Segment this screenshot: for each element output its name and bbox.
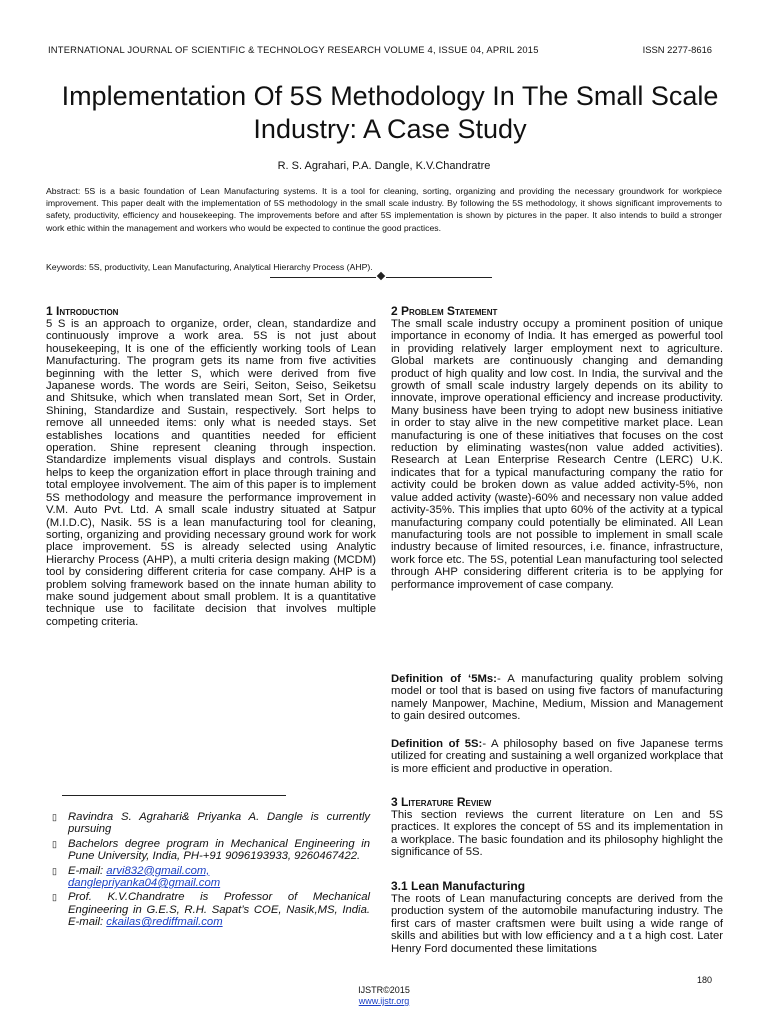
email-link-chandratre[interactable]: ckailas@rediffmail.com [106,916,223,929]
definition-5s-label: Definition of 5S: [391,738,483,750]
footnote-bullet-icon: ▯ [52,865,57,876]
footnote-bullet-icon: ▯ [52,812,57,822]
literature-review-heading: 3 Literature Review [391,795,492,809]
email-link-dangle[interactable]: danglepriyanka04@gmail.com [68,877,221,890]
literature-review-section [391,795,723,859]
problem-statement-heading: 2 Problem Statement [391,304,498,318]
section-separator [270,272,492,282]
definition-5s [391,738,723,775]
introduction-body: 5 S is an approach to organize, order, clean, standardize and continuously improve a work area. 5S is not just about housekeeping, It is one of the efficiently working tools of Lean Manufacturing. The program gets its name from five activities beginning with the letter S, which were derived from five Japanese words. The words are Seiri, Seiton, Seiso, Seiketsu and Shitsuke, which when translated mean Sort, Set in Order, Shining, Standardize and Sustain, respectively. Sort helps to remove all unneeded items: only what is needed stays. Set establishes locations and quantities needed for efficient operation. Shine represent cleaning through inspection. Standardize implements visual displays and controls. Sustain helps to keep the organization effort in place through training and total employee involvement. The aim of this paper is to implement 5S methodology and measure the performance improvement in V.M. Auto Pvt. Ltd. A small scale industry situated at Satpur (M.I.D.C), Nasik. 5S is a lean manufacturing tool for cleaning, sorting, organizing and providing necessary ground work for work place improvement. 5S is already selected using Analytic Hierarchy Process (AHP), a multi criteria design making (MCDM) tool by considering different criteria for case company. AHP is a problem solving framework based on the innate human ability to make sound judgement about small problem. It is a quantitative technique use to facilitate decision that involves multiple competing criteria. [46,318,376,628]
lean-manufacturing-heading: 3.1 Lean Manufacturing [391,879,526,893]
problem-statement-body: The small scale industry occupy a prominent position of unique importance in economy of India. It has emerged as powerful tool in providing relatively larger employment next to agriculture. Global markets are continuously changing and demanding product of high quality and low cost. In India, the survival and the growth of small scale industry largely depends on its ability to innovate, improve operational efficiency and increase productivity. Many business have been trying to adopt new business initiative in order to stay alive in the new competitive market place. Lean manufacturing is one of these initiatives that focuses on the cost reduction by eliminating wastes(non value added activities). Research at Lean Enterprise Research Centre (LERC) U.K. indicates that for a typical manufacturing company the ratio for activity could be broken down as value added activity-5%, non value added activity (waste)-60% and necessary non value added activity-35%. This implies that upto 60% of the activity at a typical manufacturing company could potentially be eliminated. All Lean manufacturing tools are not possible to implement in small scale industry because of limited resources, i.e. finance, infrastructure, work force etc. The 5S, potential Lean manufacturing tool selected through AHP considering different criteria is to be applying for performance improvement of case company. [391,318,723,591]
definition-5ms-label: Definition of ‘5Ms: [391,673,497,685]
copyright: IJSTR©2015 [358,985,410,995]
problem-statement-section [391,304,723,591]
lean-manufacturing-section [391,879,723,955]
lean-manufacturing-body: The roots of Lean manufacturing concepts are derived from the production system of the automobile manufacturing industry. The first cars of master craftsmen were built using a wide range of skills and abilities but with low efficiency and a t a high cost. Later Henry Ford documented these limitations [391,893,723,955]
journal-header: INTERNATIONAL JOURNAL OF SCIENTIFIC & TECHNOLOGY RESEARCH VOLUME 4, ISSUE 04, APRIL 2015 [48,44,539,55]
separator-diamond-icon [377,272,385,280]
author-list: R. S. Agrahari, P.A. Dangle, K.V.Chandratre [277,160,491,172]
email-link-agrahari[interactable]: arvi832@gmail.com, [106,864,210,877]
page-footer [0,985,768,1007]
keywords: Keywords: 5S, productivity, Lean Manufacturing, Analytical Hierarchy Process (AHP). [46,262,373,272]
footnote-bullet-icon: ▯ [52,892,57,903]
issn-label: ISSN 2277-8616 [642,44,712,55]
footnote-item: ▯ Bachelors degree program in Mechanical Engineering in Pune University, India, PH-+91 9096193933, 9260467422. [52,837,370,863]
definition-5ms [391,673,723,723]
page-number: 180 [696,975,712,985]
abstract: Abstract: 5S is a basic foundation of Lean Manufacturing systems. It is a tool for cleaning, sorting, organizing and providing the necessary groundwork for workpiece improvement. This paper dealt with the implementation of 5S methodology in the small scale industry. By following the 5S methodology, it shows significant improvements to safety, productivity, efficiency and housekeeping. The improvements before and after 5S implementation is shown by pictures in the paper. It also intends to build a stronger work ethic within the management and workers who would be expected to continue the good practices. [46,186,722,233]
footnote-divider [62,795,286,796]
introduction-heading: 1 Introduction [46,304,119,318]
footnote-item: ▯ Ravindra S. Agrahari& Priyanka A. Dangle is currently pursuing [52,811,370,836]
definition-5ms-text: - A manufacturing quality problem solving model or tool that is based on using five factors of manufacturing namely Manpower, Machine, Medium, Mission and Management to gain desired outcomes. [391,673,723,723]
footnote-item: ▯ Prof. K.V.Chandratre is Professor of Mechanical Engineering in G.E.S, R.H. Sapat’s COE, Nasik,MS, India. E-mail: ckailas@rediffmail.com [52,891,370,929]
definition-5s-text: - A philosophy based on five Japanese terms utilized for creating and sustaining a well organized workplace that is more efficient and productive in operation. [391,738,723,775]
author-footnotes [52,811,370,931]
journal-website-link[interactable]: www.ijstr.org [358,996,410,1006]
footnote-bullet-icon: ▯ [52,838,57,849]
introduction-section [46,304,376,628]
literature-review-body: This section reviews the current literature on Len and 5S practices. It explores the concept of 5S and its implementation in a workplace. The basic foundation and its philosophy highlight the significance of 5S. [391,809,723,859]
paper-title: Implementation Of 5S Methodology In The Small Scale Industry: A Case Study [61,81,719,144]
footnote-item: ▯ E-mail: arvi832@gmail.com, danglepriyanka04@gmail.com [52,864,221,890]
